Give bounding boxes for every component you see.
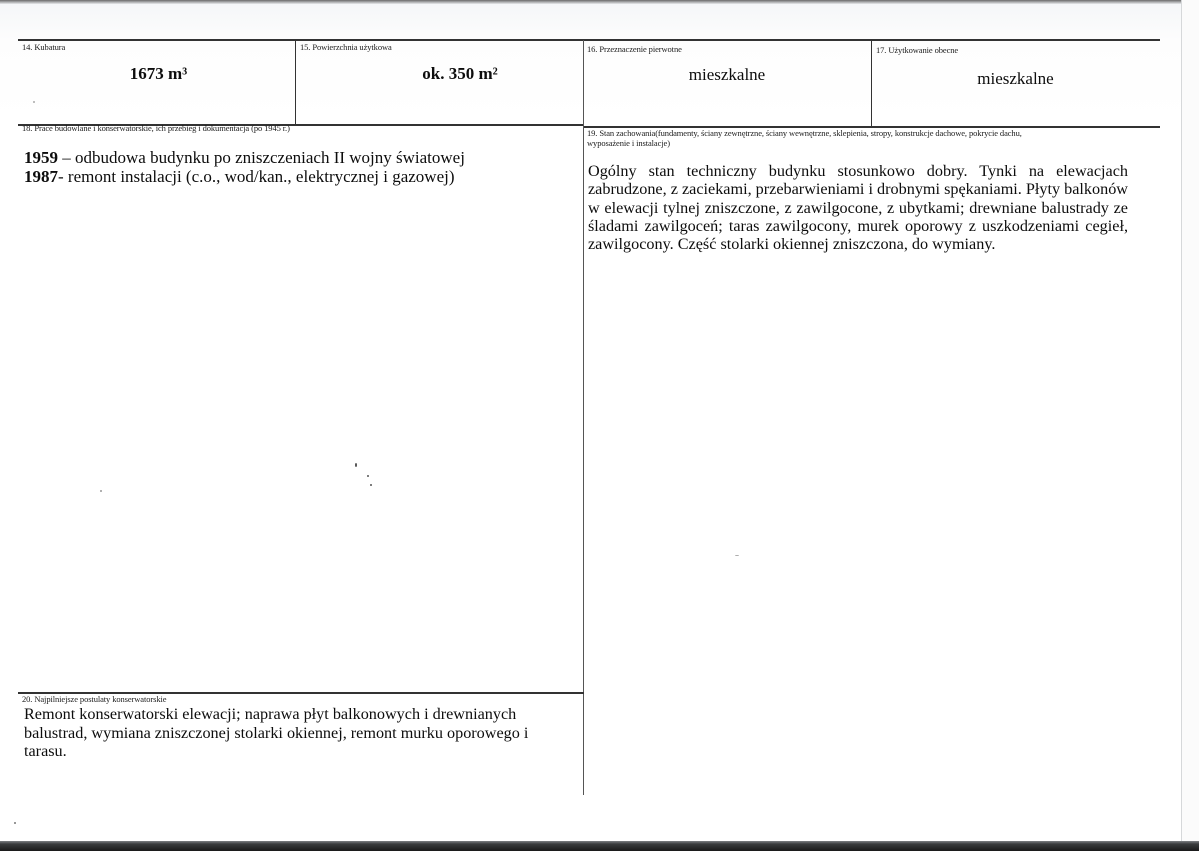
- field-19-label-line1: 19. Stan zachowania(fundamenty, ściany zewnętrzne, ściany wewnętrzne, sklepienia, stropy, konstrukcje dachowe, pokrycie dachu,: [587, 128, 1022, 138]
- field-20-label: 20. Najpilniejsze postulaty konserwatorskie: [22, 694, 167, 704]
- scan-speck: [100, 490, 102, 492]
- field-17-label: 17. Użytkowanie obecne: [876, 45, 959, 55]
- field-14-label: 14. Kubatura: [22, 42, 66, 52]
- field-20-value: Remont konserwatorski elewacji; naprawa płyt balkonowych i drewnianych balustrad, wymiana zniszczonej stolarki okiennej, remont murku oporowego i tarasu.: [24, 705, 529, 761]
- scan-right-margin: [1182, 0, 1199, 842]
- scan-bottom-edge: [0, 841, 1199, 851]
- scan-speck: [367, 475, 369, 477]
- works-list: [24, 148, 465, 186]
- divider-14-15: [295, 40, 296, 125]
- field-19-label-line2: wyposażenie i instalacje): [587, 138, 670, 148]
- field-16-value: mieszkalne: [688, 65, 766, 84]
- field-18-label: 18. Prace budowlane i konserwatorskie, ich przebieg i dokumentacja (po 1945 r.): [22, 123, 290, 133]
- field-14-value: 1673 m³: [129, 64, 188, 83]
- field-15-value: ok. 350 m²: [422, 64, 498, 83]
- field-16-label: 16. Przeznaczenie pierwotne: [587, 44, 682, 54]
- divider-main-column: [583, 40, 584, 795]
- works-entry: [24, 148, 465, 167]
- scan-speck: [33, 101, 35, 103]
- paper-right-edge: [1181, 0, 1182, 842]
- works-entry-text: – odbudowa budynku po zniszczeniach II wojny światowej: [58, 148, 465, 167]
- scan-speck: [735, 555, 739, 556]
- scan-top-edge: [0, 0, 1199, 4]
- field-19-value: Ogólny stan techniczny budynku stosunkowo dobry. Tynki na elewacjach zabrudzone, z zaciekami, przebarwieniami i drobnymi spękaniami. Płyty balkonów w elewacji tylnej zniszczone, z zawilgocone, z ubytkami; drewniane balustrady ze śladami zawilgoceń; taras zawilgocony, murek oporowy z uszkodzeniami cegieł, zawilgocony. Część stolarki okiennej zniszczona, do wymiany.: [588, 162, 1128, 254]
- works-entry-year: 1959: [24, 148, 58, 167]
- works-entry-text: - remont instalacji (c.o., wod/kan., elektrycznej i gazowej): [58, 167, 455, 186]
- scan-speck: [355, 463, 357, 467]
- field-15-label: 15. Powierzchnia użytkowa: [300, 42, 392, 52]
- scan-speck: [14, 822, 16, 824]
- field-17-value: mieszkalne: [977, 69, 1054, 88]
- table-top-border: [18, 39, 1160, 41]
- scan-speck: [370, 484, 372, 486]
- works-entry-year: 1987: [24, 167, 58, 186]
- works-entry: [24, 167, 465, 186]
